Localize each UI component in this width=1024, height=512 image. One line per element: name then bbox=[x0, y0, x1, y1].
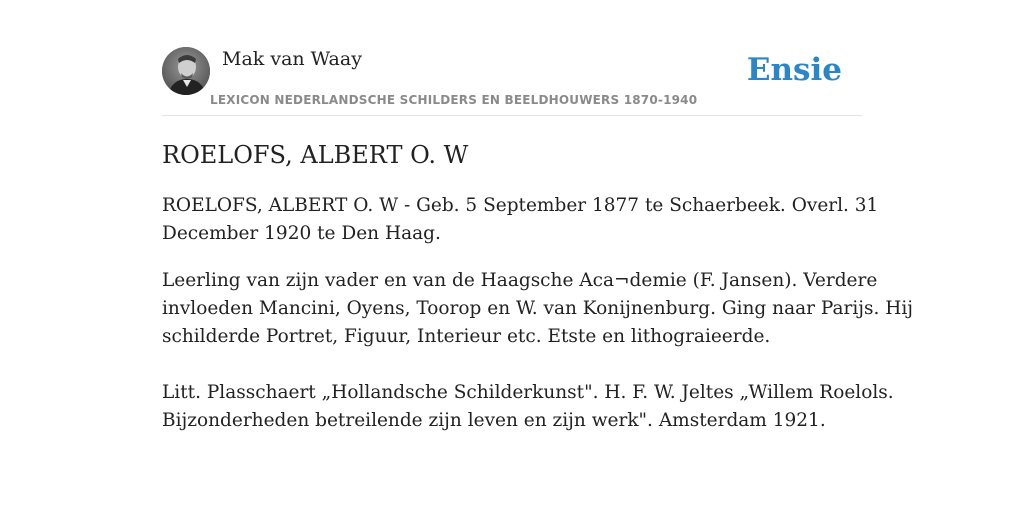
lexicon-subtitle[interactable]: LEXICON NEDERLANDSCHE SCHILDERS EN BEELDHOUWERS 1870-1940 bbox=[210, 93, 698, 107]
text-line: December 1920 te Den Haag. bbox=[162, 223, 441, 244]
text-line: Leerling van zijn vader en van de Haagsche Aca¬demie (F. Jansen). Verdere bbox=[162, 270, 878, 291]
author-avatar[interactable] bbox=[162, 47, 210, 95]
header bbox=[162, 46, 862, 116]
paragraph-training bbox=[162, 267, 914, 435]
text-line: Bijzonderheden betreilende zijn leven en zijn werk". Amsterdam 1921. bbox=[162, 410, 826, 431]
text-line: Litt. Plasschaert „Hollandsche Schilderkunst". H. F. W. Jeltes „Willem Roelols. bbox=[162, 382, 894, 403]
author-name[interactable]: Mak van Waay bbox=[222, 48, 362, 70]
paragraph-biography bbox=[162, 192, 879, 248]
article-body bbox=[162, 192, 914, 454]
portrait-image bbox=[162, 47, 210, 95]
text-line: invloeden Mancini, Oyens, Toorop en W. van Konijnenburg. Ging naar Parijs. Hij bbox=[162, 298, 914, 319]
article-title: ROELOFS, ALBERT O. W bbox=[162, 141, 469, 169]
ensie-logo[interactable]: Ensie bbox=[746, 52, 842, 88]
line-break bbox=[162, 351, 862, 379]
text-line: ROELOFS, ALBERT O. W - Geb. 5 September 1877 te Schaerbeek. Overl. 31 bbox=[162, 195, 879, 216]
text-line: schilderde Portret, Figuur, Interieur etc. Etste en lithograieerde. bbox=[162, 326, 771, 347]
